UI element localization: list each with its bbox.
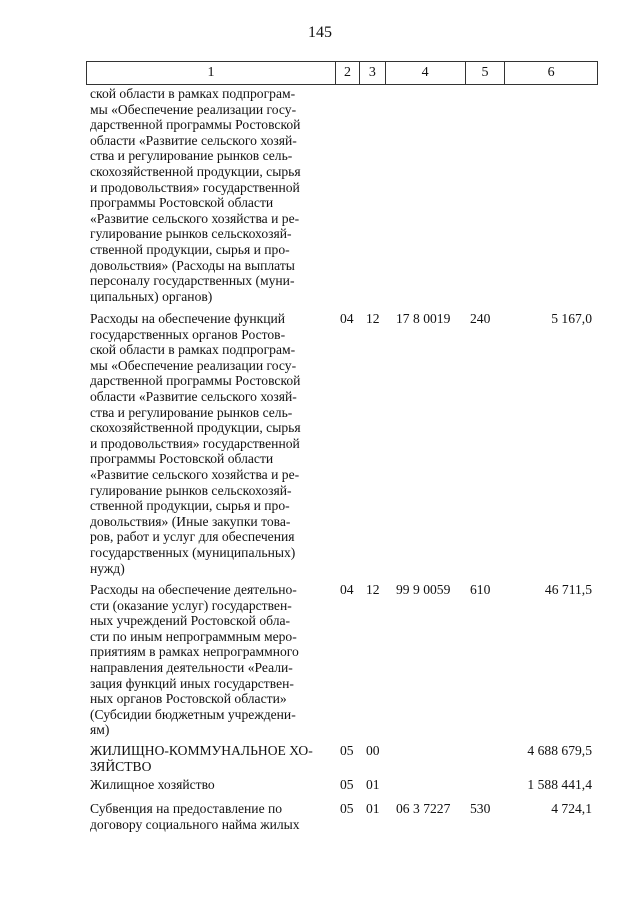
row-section: 04 (340, 582, 354, 597)
row-target-article: 99 9 0059 (396, 582, 451, 597)
table-header (86, 61, 598, 85)
row-subsection: 00 (366, 743, 380, 758)
row-amount: 4 688 679,5 (527, 743, 592, 758)
row-section: 05 (340, 777, 354, 792)
row-description: Жилищное хозяйство (90, 777, 215, 792)
header-col-6: 6 (547, 65, 555, 80)
row-description: Расходы на обеспечение функций государственных органов Ростов- ской области в рамках подпрограм- мы «Обеспечение реализации госу- дарственной программы Ростовской области «Развитие сельского хозяй- ства и регулирование рынков сель- скохозяйственной продукции, сырья и продовольствия» государственной программы Ростовской области «Развитие сельского хозяйства и ре- гулирование рынков сельскохозяй- ственной продукции, сырья и про- довольствия» (Иные закупки това- ров, работ и услуг для обеспечения государственных (муниципальных) нужд) (90, 311, 301, 576)
row-amount: 5 167,0 (551, 311, 592, 326)
row-amount: 4 724,1 (551, 801, 592, 816)
row-section: 04 (340, 311, 354, 326)
row-section: 05 (340, 801, 354, 816)
row-amount: 1 588 441,4 (527, 777, 592, 792)
row-subsection: 01 (366, 801, 380, 816)
row-description: ской области в рамках подпрограм- мы «Обеспечение реализации госу- дарственной программы Ростовской области «Развитие сельского хозяй- ства и регулирование рынков сель- скохозяйственной продукции, сырья и продовольствия» государственной программы Ростовской области «Развитие сельского хозяйства и ре- гулирование рынков сельскохозяй- ственной продукции, сырья и про- довольствия» (Расходы на выплаты персоналу государственных (муни- ципальных) органов) (90, 86, 301, 304)
row-description: Субвенция на предоставление по договору социального найма жилых (90, 801, 300, 832)
header-col-4: 4 (386, 62, 466, 84)
row-amount: 46 711,5 (544, 582, 592, 597)
header-col-3: 3 (360, 62, 386, 84)
row-description: ЖИЛИЩНО-КОММУНАЛЬНОЕ ХО- ЗЯЙСТВО (90, 743, 313, 774)
row-subsection: 12 (366, 311, 380, 326)
header-col-2: 2 (336, 62, 360, 84)
row-expense-type: 530 (470, 801, 491, 816)
row-target-article: 06 3 7227 (396, 801, 451, 816)
row-expense-type: 610 (470, 582, 491, 597)
page-number: 145 (308, 24, 332, 41)
row-subsection: 01 (366, 777, 380, 792)
row-description: Расходы на обеспечение деятельно- сти (оказание услуг) государствен- ных учреждений Ростовской обла- сти по иным непрограммным меро- приятиям в рамках непрограммного направления деятельности «Реали- зация функций иных государствен- ных органов Ростовской области» (Субсидии бюджетным учреждени- ям) (90, 582, 299, 738)
header-col-1: 1 (87, 62, 336, 84)
row-target-article: 17 8 0019 (396, 311, 451, 326)
row-subsection: 12 (366, 582, 380, 597)
header-col-5: 5 (466, 62, 506, 84)
row-expense-type: 240 (470, 311, 491, 326)
row-section: 05 (340, 743, 354, 758)
